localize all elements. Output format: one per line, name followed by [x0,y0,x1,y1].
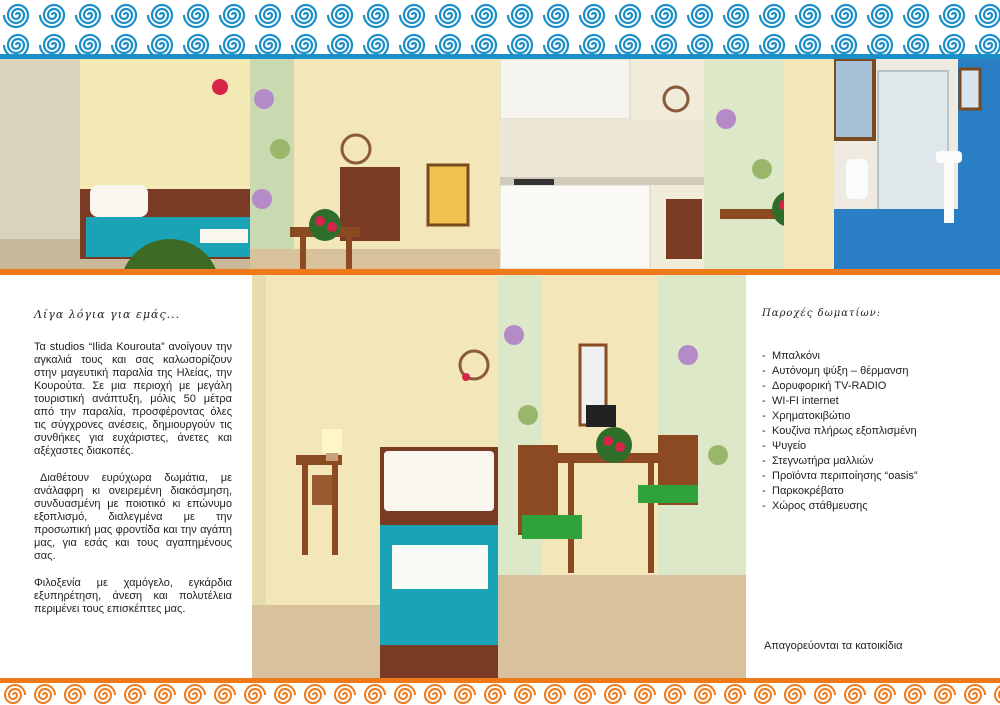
top-swirl-pattern [0,0,1000,54]
pets-note: Απαγορεύονται τα κατοικίδια [764,640,903,652]
about-paragraph-3: Φιλοξενία με χαμόγελο, εγκάρδια εξυπηρέτηση, άνεση και πολυτέλεια περιμένει τους επισκέπτες μας. [34,577,232,615]
amenity-item: - Δορυφορική TV-RADIO [758,379,990,394]
amenity-item: - Παρκοκρέβατο [758,484,990,499]
about-paragraph-1: Τα studios “Ilida Kourouta” ανοίγουν την αγκαλιά τους και σας καλωσορίζουν στην μαγευτική παραλία της Ηλείας, την Κουρούτα. Σε μια περιοχή με μεγάλη τουριστική ανάπτυξη, μόλις 50 μέτρα από την παραλία, προσφέροντας όλες τις σύγχρονες ανέσεις, δημιουργούν τις συνθήκες για ευχάριστες, άνετες και αξέχαστες διακοπές. [34,341,232,457]
amenities-section [758,308,990,514]
photo-single-bed-lamp [252,275,498,678]
amenity-item: - Μπαλκόνι [758,349,990,364]
amenity-item: - Προϊόντα περιποίησης “oasis” [758,469,990,484]
amenities-list [758,349,990,514]
about-section [34,308,232,630]
photo-kitchenette [500,59,834,269]
amenity-item: - WI-FI internet [758,394,990,409]
photo-sitting-area [250,59,500,269]
photo-balcony-table [498,275,746,678]
amenity-item: - Ψυγείο [758,439,990,454]
amenity-item: - Στεγνωτήρα μαλλιών [758,454,990,469]
amenity-item: - Αυτόνομη ψύξη – θέρμανση [758,364,990,379]
about-heading: Λίγα λόγια για εμάς... [34,308,181,321]
bottom-swirl-pattern [0,683,1000,705]
amenities-heading: Παροχές δωματίων: [762,308,882,319]
photo-bathroom [834,59,1000,269]
photo-bedroom-bed [0,59,250,269]
amenity-item: - Χώρος στάθμευσης [758,499,990,514]
amenity-item: - Κουζίνα πλήρως εξοπλισμένη [758,424,990,439]
amenity-item: - Χρηματοκιβώτιο [758,409,990,424]
about-paragraph-2: Διαθέτουν ευρύχωρα δωμάτια, με ανάλαφρη κι ονειρεμένη διακόσμηση, συνδυασμένη με ποιοτικό κι επώνυμο εξοπλισμό, διαλεγμένα με την προσωπική μας φροντίδα και την αγάπη μας, για εσάς και τους αγαπημένους σας. [34,472,232,562]
